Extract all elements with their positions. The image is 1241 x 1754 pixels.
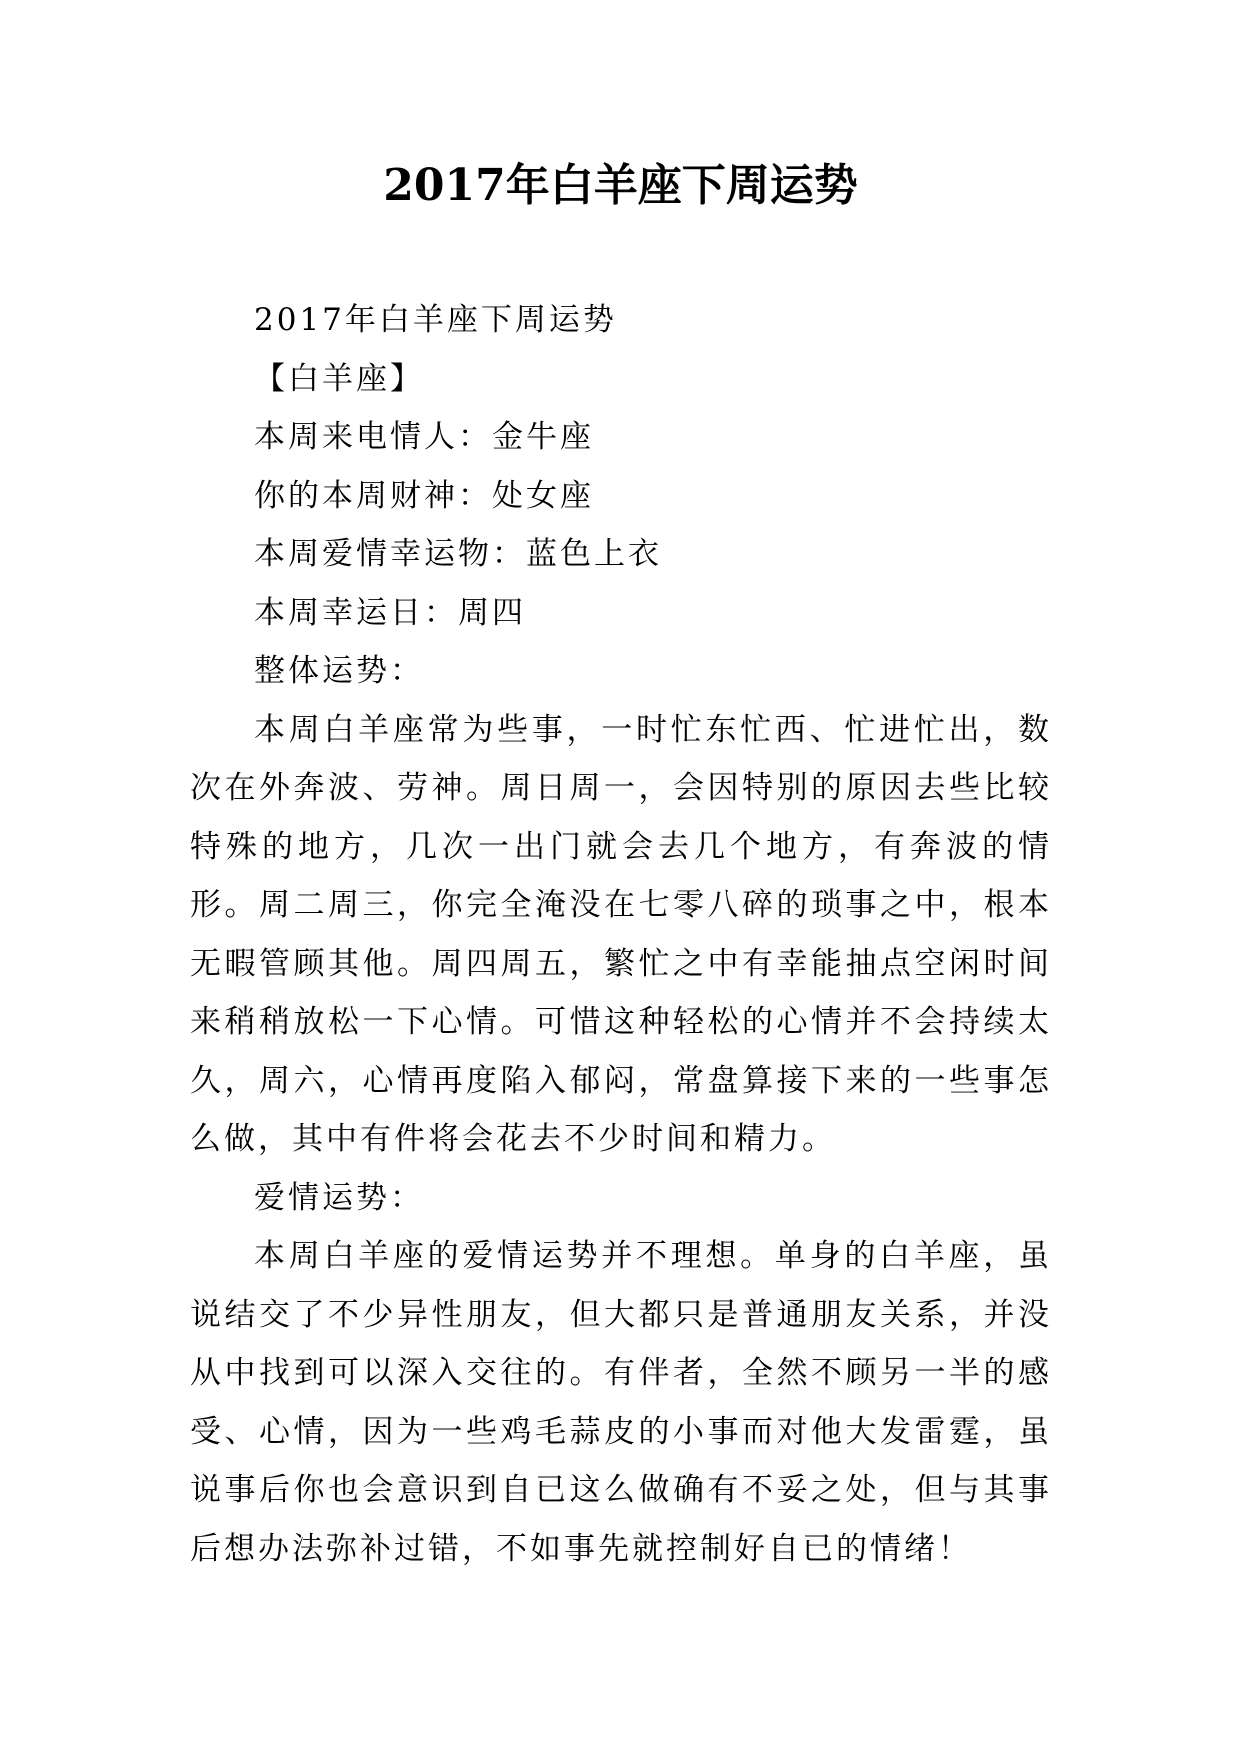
paragraph-sign-heading: 【白羊座】: [254, 360, 424, 397]
paragraph-overall-heading: 整体运势：: [254, 653, 424, 689]
paragraph-weekly-lover: 本周来电情人：金牛座: [254, 419, 594, 455]
document-title: 2017年白羊座下周运势: [383, 160, 858, 211]
paragraph-love-text: 本周白羊座的爱情运势并不理想。单身的白羊座，虽说结交了不少异性朋友，但大都只是普通朋友关系，并没从中找到可以深入交往的。有伴者，全然不顾另一半的感受、心情，因为一些鸡毛蒜皮的小事而对他大发雷霆，虽说事后你也会意识到自已这么做确有不妥之处，但与其事后想办法弥补过错，不如事先就控制好自已的情绪！: [190, 1238, 1052, 1567]
paragraph-subtitle: 2017年白羊座下周运势: [254, 302, 617, 338]
paragraph-love-lucky-item: 本周爱情幸运物：蓝色上衣: [254, 536, 662, 572]
document-body: [190, 291, 1052, 1578]
paragraph-love-heading: 爱情运势：: [254, 1179, 424, 1216]
paragraph-wealth-god: 你的本周财神：处女座: [254, 477, 594, 514]
paragraph-lucky-day: 本周幸运日：周四: [254, 594, 526, 631]
paragraph-overall-text: 本周白羊座常为些事，一时忙东忙西、忙进忙出，数次在外奔波、劳神。周日周一，会因特别的原因去些比较特殊的地方，几次一出门就会去几个地方，有奔波的情形。周二周三，你完全淹没在七零八碎的琐事之中，根本无暇管顾其他。周四周五，繁忙之中有幸能抽点空闲时间来稍稍放松一下心情。可惜这种轻松的心情并不会持续太久，周六，心情再度陷入郁闷，常盘算接下来的一些事怎么做，其中有件将会花去不少时间和精力。: [190, 711, 1052, 1157]
